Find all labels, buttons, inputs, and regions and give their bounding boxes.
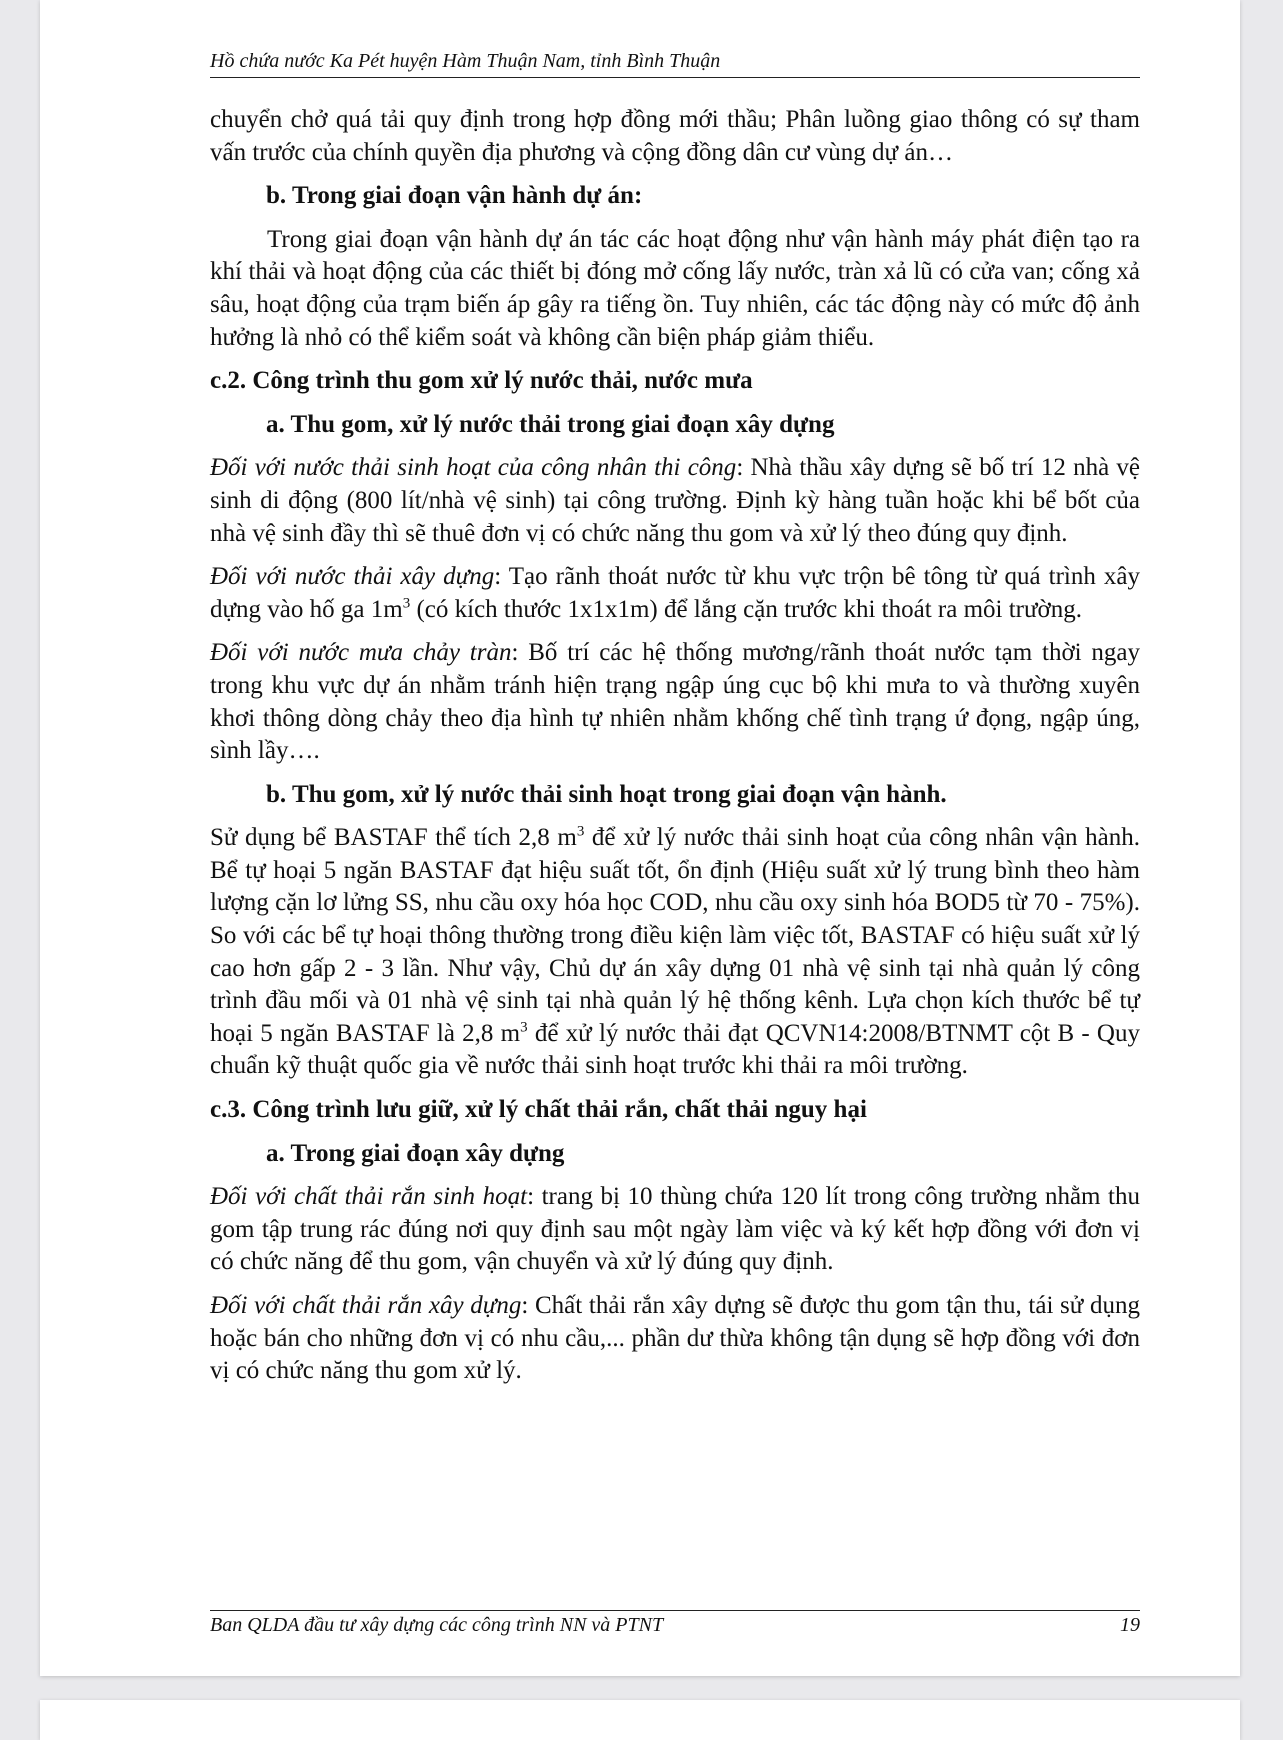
document-page xyxy=(40,0,1240,1676)
page-footer xyxy=(210,1614,1140,1637)
page-content xyxy=(210,104,1140,1399)
paragraph-solid-waste-construction xyxy=(210,1290,1140,1388)
heading-b-operation: b. Trong giai đoạn vận hành dự án: xyxy=(266,182,643,210)
text-solid-waste-construction: : Chất thải rắn xây dựng sẽ được thu gom tận thu, tái sử dụng hoặc bán cho những đơn vị có nhu cầu,... phần dư thừa không tận dụng sẽ hợp đồng với đơn vị có chức năng thu gom xử lý. xyxy=(210,1292,1140,1385)
superscript-cubic: 3 xyxy=(576,823,585,840)
footer-divider xyxy=(210,1610,1140,1611)
heading-c2a: a. Thu gom, xử lý nước thải trong giai đoạn xây dựng xyxy=(266,410,835,438)
paragraph-bastaf xyxy=(210,822,1140,1083)
lead-stormwater: Đối với nước mưa chảy tràn xyxy=(210,639,512,667)
paragraph-solid-waste-domestic xyxy=(210,1181,1140,1279)
paragraph-domestic-wastewater xyxy=(210,452,1140,550)
paragraph-operation: Trong giai đoạn vận hành dự án tác các hoạt động như vận hành máy phát điện tạo ra khí thải và hoạt động của các thiết bị đóng mở cống lấy nước, tràn xả lũ có cửa van; cống xả sâu, hoạt động của trạm biến áp gây ra tiếng ồn. Tuy nhiên, các tác động này có mức độ ảnh hưởng là nhỏ có thể kiểm soát và không cần biện pháp giảm thiểu. xyxy=(210,225,1140,351)
heading-c2: c.2. Công trình thu gom xử lý nước thải, nước mưa xyxy=(210,367,753,395)
lead-solid-waste-construction: Đối với chất thải rắn xây dựng xyxy=(210,1292,522,1319)
superscript-cubic: 3 xyxy=(402,595,411,612)
text-stormwater: : Bố trí các hệ thống mương/rãnh thoát nước tạm thời ngay trong khu vực dự án nhằm tránh hiện trạng ngập úng cục bộ khi mưa to và thường xuyên khơi thông dòng chảy theo địa hình tự nhiên nhằm khống chế tình trạng ứ đọng, ngập úng, sình lầy…. xyxy=(210,639,1140,765)
paragraph-construction-wastewater xyxy=(210,561,1140,626)
text-construction-wastewater-a: : Tạo rãnh thoát nước từ khu vực trộn bê tông từ quá trình xây dựng vào hố ga 1m xyxy=(210,563,1140,623)
footer-organization: Ban QLDA đầu tư xây dựng các công trình NN và PTNT xyxy=(210,1614,664,1636)
heading-c3a: a. Trong giai đoạn xây dựng xyxy=(266,1139,565,1167)
heading-c3: c.3. Công trình lưu giữ, xử lý chất thải rắn, chất thải nguy hại xyxy=(210,1096,867,1124)
page-header: Hồ chứa nước Ka Pét huyện Hàm Thuận Nam, tỉnh Bình Thuận xyxy=(210,50,1140,78)
text-solid-waste-domestic: : trang bị 10 thùng chứa 120 lít trong công trường nhằm thu gom tập trung rác đúng nơi quy định sau một ngày làm việc và ký kết hợp đồng với đơn vị có chức năng để thu gom, vận chuyển và xử lý đúng quy định. xyxy=(210,1183,1141,1276)
text-bastaf-b: để xử lý nước thải sinh hoạt của công nhân vận hành. Bể tự hoại 5 ngăn BASTAF đạt hiệu suất tốt, ổn định (Hiệu suất xử lý trung bình theo hàm lượng cặn lơ lửng SS, nhu cầu oxy hóa học COD, nhu cầu oxy sinh hóa BOD5 từ 70 - 75%). So với các bể tự hoại thông thường trong điều kiện làm việc tốt, BASTAF có hiệu suất xử lý cao hơn gấp 2 - 3 lần. Như vậy, Chủ dự án xây dựng 01 nhà vệ sinh tại nhà quản lý công trình đầu mối và 01 nhà vệ sinh tại nhà quản lý hệ thống kênh. Lựa chọn kích thước bể tự hoại 5 ngăn BASTAF là 2,8 m xyxy=(210,824,1140,1047)
next-page-edge xyxy=(40,1700,1240,1740)
lead-construction-wastewater: Đối với nước thải xây dựng xyxy=(210,563,495,591)
lead-solid-waste-domestic: Đối với chất thải rắn sinh hoạt xyxy=(210,1183,528,1211)
text-bastaf-c: để xử lý nước thải đạt QCVN14:2008/BTNMT cột B - Quy chuẩn kỹ thuật quốc gia về nước thải sinh hoạt trước khi thải ra môi trường. xyxy=(210,1019,1140,1080)
heading-c2b: b. Thu gom, xử lý nước thải sinh hoạt trong giai đoạn vận hành. xyxy=(266,780,947,808)
text-domestic-wastewater: : Nhà thầu xây dựng sẽ bố trí 12 nhà vệ sinh di động (800 lít/nhà vệ sinh) tại công trường. Định kỳ hàng tuần hoặc khi bể bốt của nhà vệ sinh đầy thì sẽ thuê đơn vị có chức năng thu gom và xử lý theo đúng quy định. xyxy=(210,454,1140,547)
text-bastaf-a: Sử dụng bể BASTAF thể tích 2,8 m xyxy=(210,824,577,852)
lead-domestic-wastewater: Đối với nước thải sinh hoạt của công nhân thi công xyxy=(210,454,737,482)
text-construction-wastewater-b: (có kích thước 1x1x1m) để lắng cặn trước khi thoát ra môi trường. xyxy=(410,595,1083,623)
page-number: 19 xyxy=(1120,1614,1140,1636)
paragraph-stormwater xyxy=(210,637,1140,767)
paragraph-continued: chuyển chở quá tải quy định trong hợp đồng mới thầu; Phân luồng giao thông có sự tham vấn trước của chính quyền địa phương và cộng đồng dân cư vùng dự án… xyxy=(210,106,1140,166)
superscript-cubic: 3 xyxy=(520,1019,528,1036)
